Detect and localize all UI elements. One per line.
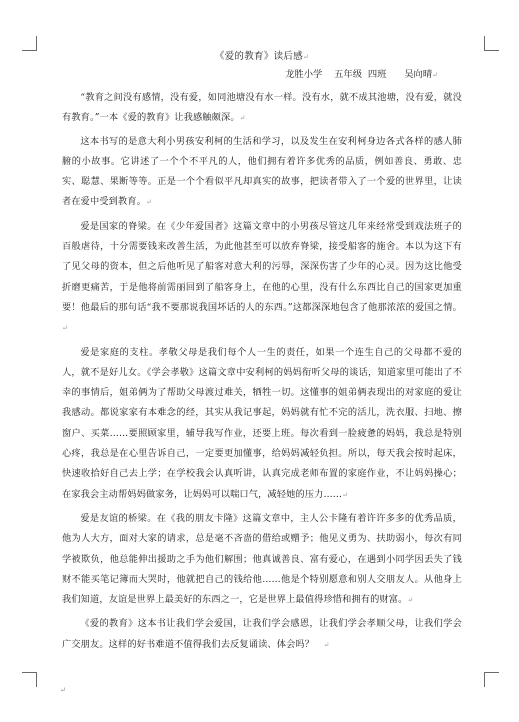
crop-mark-top-right (484, 36, 499, 51)
crop-mark-top-left (22, 36, 37, 51)
paragraph-6: 《爱的教育》这本书让我们学会爱国，让我们学会感恩，让我们学会孝顺父母，让我们学会广交朋友。这样的好书难道不值得我们去反复诵读、体会吗？ ↵ (62, 618, 462, 650)
essay-title: 《爱的教育》读后感↵ (214, 51, 310, 62)
end-paragraph-mark: ↵ (60, 686, 66, 694)
crop-mark-bottom-right (484, 672, 499, 687)
paragraph-2: 这本书写的是意大利小男孩安利柯的生活和学习，以及发生在安利柯身边各式各样的感人肺腑的小故事。它讲述了一个个不平凡的人，他们拥有着许多优秀的品质，例如善良、勇敢、忠实、聪慧、果断等等。正是一个个看似平凡却真实的故事，把读者带入了一个爱的世界里，让读者在爱中受到教育。↵ (62, 135, 462, 208)
author-byline: 龙胜小学 五年级 四班 吴向晴↵ (285, 69, 438, 80)
crop-mark-bottom-left (22, 672, 37, 687)
paragraph-5: 爱是友谊的桥梁。在《我的朋友卡隆》这篇文章中，主人公卡隆有着许许多多的优秀品质，他为人大方，面对大家的请求，总是毫不吝啬的借给或赠予；他见义勇为、扶助弱小，每次有同学被欺负，他总能伸出援助之手为他们解围；他真诚善良、富有爱心，在遇到小同学因丢失了钱财不能买笔记簿而大哭时，他就把自己的钱给他……他是个特别愿意和别人交朋友人。从他身上我们知道，友谊是世界上最美好的东西之一，它是世界上最值得珍惜和拥有的财富。↵ (62, 512, 462, 606)
paragraph-4: 爱是家庭的支柱。孝敬父母是我们每个人一生的责任，如果一个连生自己的父母都不爱的人，就不是好儿女。《学会孝敬》这篇文章中安利柯的妈妈衔听父母的谈话，知道家里可能出了不幸的事情后，姐弟俩为了帮助父母渡过难关，牺牲一切。这懂事的姐弟俩表现出的对家庭的爱让我感动。都说家家有本难念的经，其实从我记事起，妈妈就有忙不完的活儿，洗衣服、扫地、擦窗户、买菜……要照顾家里，辅导我写作业，还要上班。每次看到一脸疲惫的妈妈，我总是特别心疼，我总是在心里告诉自己，一定要更加懂事，给妈妈减轻负担。所以，每天我会按时起床，快速收拾好自己去上学；在学校我会认真听讲，认真完成老师布置的家庭作业，不让妈妈操心；在家我会主动帮妈妈做家务，让妈妈可以喘口气，减轻她的压力……↵ (62, 346, 462, 500)
paragraph-3: 爱是国家的脊梁。在《少年爱国者》这篇文章中的小男孩尽管这几年来经常受到戏法班子的百般虐待，十分需要钱来改善生活，为此他甚至可以放弃脊梁，接受船客的施舍。本以为这下有了见父母的资本，但之后他听见了船客对意大利的污辱，深深伤害了少年的心灵。因为这比他受折磨更痛苦，于是他将前需丽回到了船客身上，在他的心里，没有什么东西比自己的国家更加重要！他最后的那句话“我不要那说我国坏话的人的东西。”这都深深地包含了他那浓浓的爱国之情。↵ (62, 220, 462, 333)
paragraph-1: “教育之间没有感情，没有爱，如同池塘没有水一样。没有水，就不成其池塘，没有爱，就没有教育。”一本《爱的教育》让我感触颇深。↵ (62, 92, 462, 124)
document-page (62, 50, 462, 659)
